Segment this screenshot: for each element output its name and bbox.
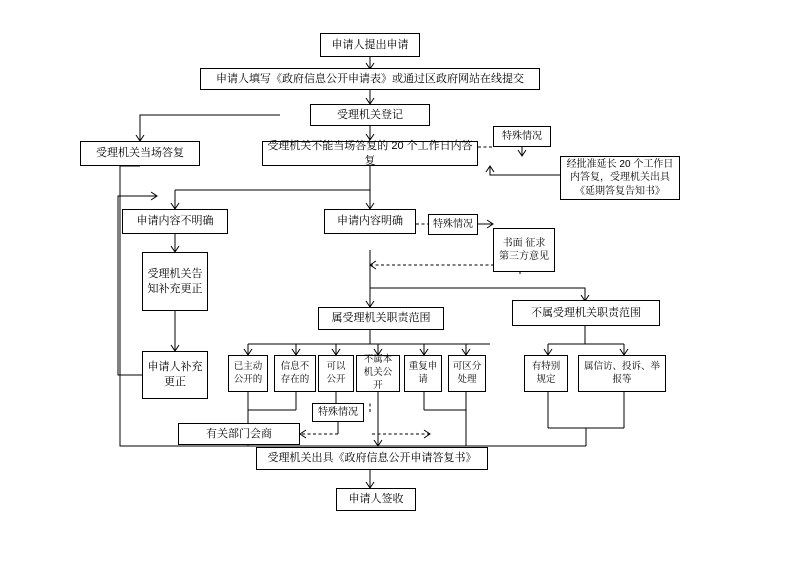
node-onsite-reply <box>80 141 200 166</box>
node-not-exist <box>274 355 316 392</box>
node-notify-supplement <box>142 252 208 311</box>
node-content-clear-label: 申请内容明确 <box>337 215 403 228</box>
node-extend-reply <box>560 156 680 200</box>
node-special-case-3-label: 特殊情况 <box>318 406 358 418</box>
node-register-label: 受理机关登记 <box>337 108 403 121</box>
node-apply-label: 申请人提出申请 <box>331 38 409 51</box>
node-can-public <box>318 355 354 392</box>
node-in-scope-label: 属受理机关职责范围 <box>331 312 431 325</box>
node-partial-handling <box>448 355 486 392</box>
node-special-case-2-label: 特殊情况 <box>433 218 473 230</box>
node-content-clear <box>324 209 416 234</box>
node-not-this-organ-label: 不属本机关公开 <box>363 354 393 391</box>
node-notify-supplement-label: 受理机关告知补充更正 <box>147 267 203 295</box>
node-special-case-2 <box>428 214 478 235</box>
node-issue-reply <box>256 447 488 470</box>
node-register <box>310 104 430 126</box>
node-days20-reply-label: 受理机关不能当场答复的 20 个工作日内答复 <box>267 139 473 167</box>
node-not-exist-label: 信息不存在的 <box>280 360 310 385</box>
node-dept-consult <box>178 423 300 445</box>
node-fill-form-label: 申请人填写《政府信息公开申请表》或通过区政府网站在线提交 <box>216 72 524 85</box>
node-out-scope <box>512 300 660 326</box>
node-third-party-opinion-label: 书面 征求 第三方意见 <box>499 237 549 262</box>
node-special-case-3 <box>312 403 364 422</box>
node-special-case-1-label: 特殊情况 <box>502 130 542 142</box>
node-already-public <box>228 355 268 392</box>
node-fill-form <box>200 68 540 90</box>
node-petition-complaint-label: 属信访、投诉、举报等 <box>583 360 660 385</box>
node-content-unclear <box>122 209 228 234</box>
node-dept-consult-label: 有关部门会商 <box>206 427 272 440</box>
node-out-scope-label: 不属受理机关职责范围 <box>531 306 641 319</box>
node-special-case-1 <box>493 126 551 147</box>
node-duplicate-application-label: 重复申请 <box>408 360 438 385</box>
node-in-scope <box>318 307 444 330</box>
node-partial-handling-label: 可区分处理 <box>452 360 482 385</box>
node-apply <box>320 33 420 57</box>
node-applicant-supplement <box>142 351 208 399</box>
node-sign-receipt-label: 申请人签收 <box>348 493 404 506</box>
node-can-public-label: 可以公开 <box>326 360 346 385</box>
node-days20-reply <box>262 141 478 166</box>
node-issue-reply-label: 受理机关出具《政府信息公开申请答复书》 <box>267 452 477 465</box>
node-already-public-label: 已主动公开的 <box>233 360 263 385</box>
node-extend-reply-label: 经批准延长 20 个工作日内答复，受理机关出具《延期答复告知书》 <box>566 158 674 197</box>
node-not-this-organ <box>356 355 400 392</box>
node-special-rule <box>524 355 568 392</box>
node-special-rule-label: 有特别规定 <box>531 360 561 385</box>
node-sign-receipt <box>336 488 416 511</box>
node-onsite-reply-label: 受理机关当场答复 <box>96 147 184 160</box>
node-content-unclear-label: 申请内容不明确 <box>136 215 214 228</box>
node-third-party-opinion <box>493 228 555 272</box>
node-applicant-supplement-label: 申请人补充更正 <box>147 361 203 388</box>
node-duplicate-application <box>404 355 442 392</box>
node-petition-complaint <box>578 355 666 392</box>
